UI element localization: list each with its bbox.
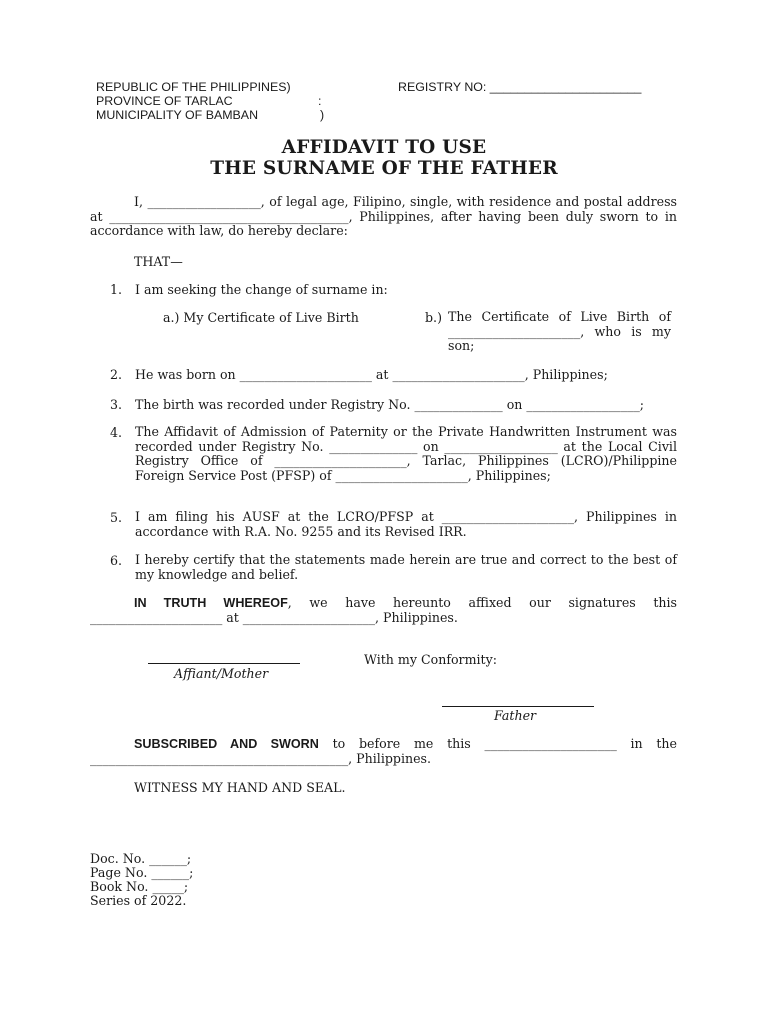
title-line-1: AFFIDAVIT TO USE (281, 137, 487, 158)
option-b-text: The Certificate of Live Birth of _____________________, who is my son; (448, 309, 671, 353)
option-b-label: b.) (425, 310, 442, 325)
item-4-text: The Affidavit of Admission of Paternity or the Private Handwritten Instrument was recorded under Registry No. ______________ on __________________ at the Local Civil Registry Office of _____________________, Tarlac, Philippines (LCRO)/Philippine Foreign Service Post (PFSP) of _____________________, Philippines; (135, 424, 677, 483)
truth-paragraph (90, 596, 677, 625)
title-line-2: THE SURNAME OF THE FATHER (210, 158, 558, 179)
header-municipality: MUNICIPALITY OF BAMBAN (96, 108, 259, 122)
sworn-bold: SUBSCRIBED AND SWORN (134, 737, 319, 751)
sworn-rest: to before me this _____________________ in the _________________________________________, Philippines. (90, 736, 677, 766)
item-6-text: I hereby certify that the statements made herein are true and correct to the best of my knowledge and belief. (135, 552, 677, 582)
item-6-number: 6. (109, 553, 122, 568)
intro-paragraph: I, __________________, of legal age, Filipino, single, with residence and postal address at ______________________________________, Philippines, after having been duly sworn to in accordance with law, do hereby declare: (90, 194, 677, 238)
header-municipality-paren: ) (320, 108, 325, 122)
conformity-label: With my Conformity: (364, 652, 497, 667)
header-province: PROVINCE OF TARLAC (96, 94, 233, 108)
item-3-text: The birth was recorded under Registry No. ______________ on __________________; (135, 397, 644, 412)
item-4-number: 4. (109, 425, 122, 440)
truth-bold: IN TRUTH WHEREOF (134, 596, 288, 610)
header-province-colon: : (318, 94, 322, 108)
series-year: Series of 2022. (90, 893, 187, 908)
item-2-text: He was born on _____________________ at _____________________, Philippines; (135, 367, 608, 382)
header-republic: REPUBLIC OF THE PHILIPPINES) (96, 80, 291, 94)
that-heading: THAT— (134, 254, 183, 269)
affiant-label: Affiant/Mother (174, 666, 269, 681)
father-label: Father (494, 708, 537, 723)
item-5-text: I am filing his AUSF at the LCRO/PFSP at _____________________, Philippines in accordance with R.A. No. 9255 and its Revised IRR. (135, 509, 677, 539)
doc-number: Doc. No. ______; (90, 851, 192, 866)
item-5-number: 5. (109, 510, 122, 525)
option-a: a.) My Certificate of Live Birth (163, 310, 359, 325)
witness-line: WITNESS MY HAND AND SEAL. (134, 780, 346, 795)
item-2-number: 2. (109, 367, 122, 382)
sworn-paragraph (90, 737, 677, 766)
affiant-signature-line (148, 663, 300, 664)
item-1-text: I am seeking the change of surname in: (135, 282, 388, 297)
item-1-number: 1. (109, 282, 122, 297)
book-number: Book No. _____; (90, 879, 189, 894)
father-signature-line (442, 706, 594, 707)
registry-number: REGISTRY NO: ______________________ (398, 80, 642, 94)
page-number: Page No. ______; (90, 865, 194, 880)
item-3-number: 3. (109, 397, 122, 412)
truth-rest: , we have hereunto affixed our signatures this _____________________ at _____________________, Philippines. (90, 595, 677, 625)
